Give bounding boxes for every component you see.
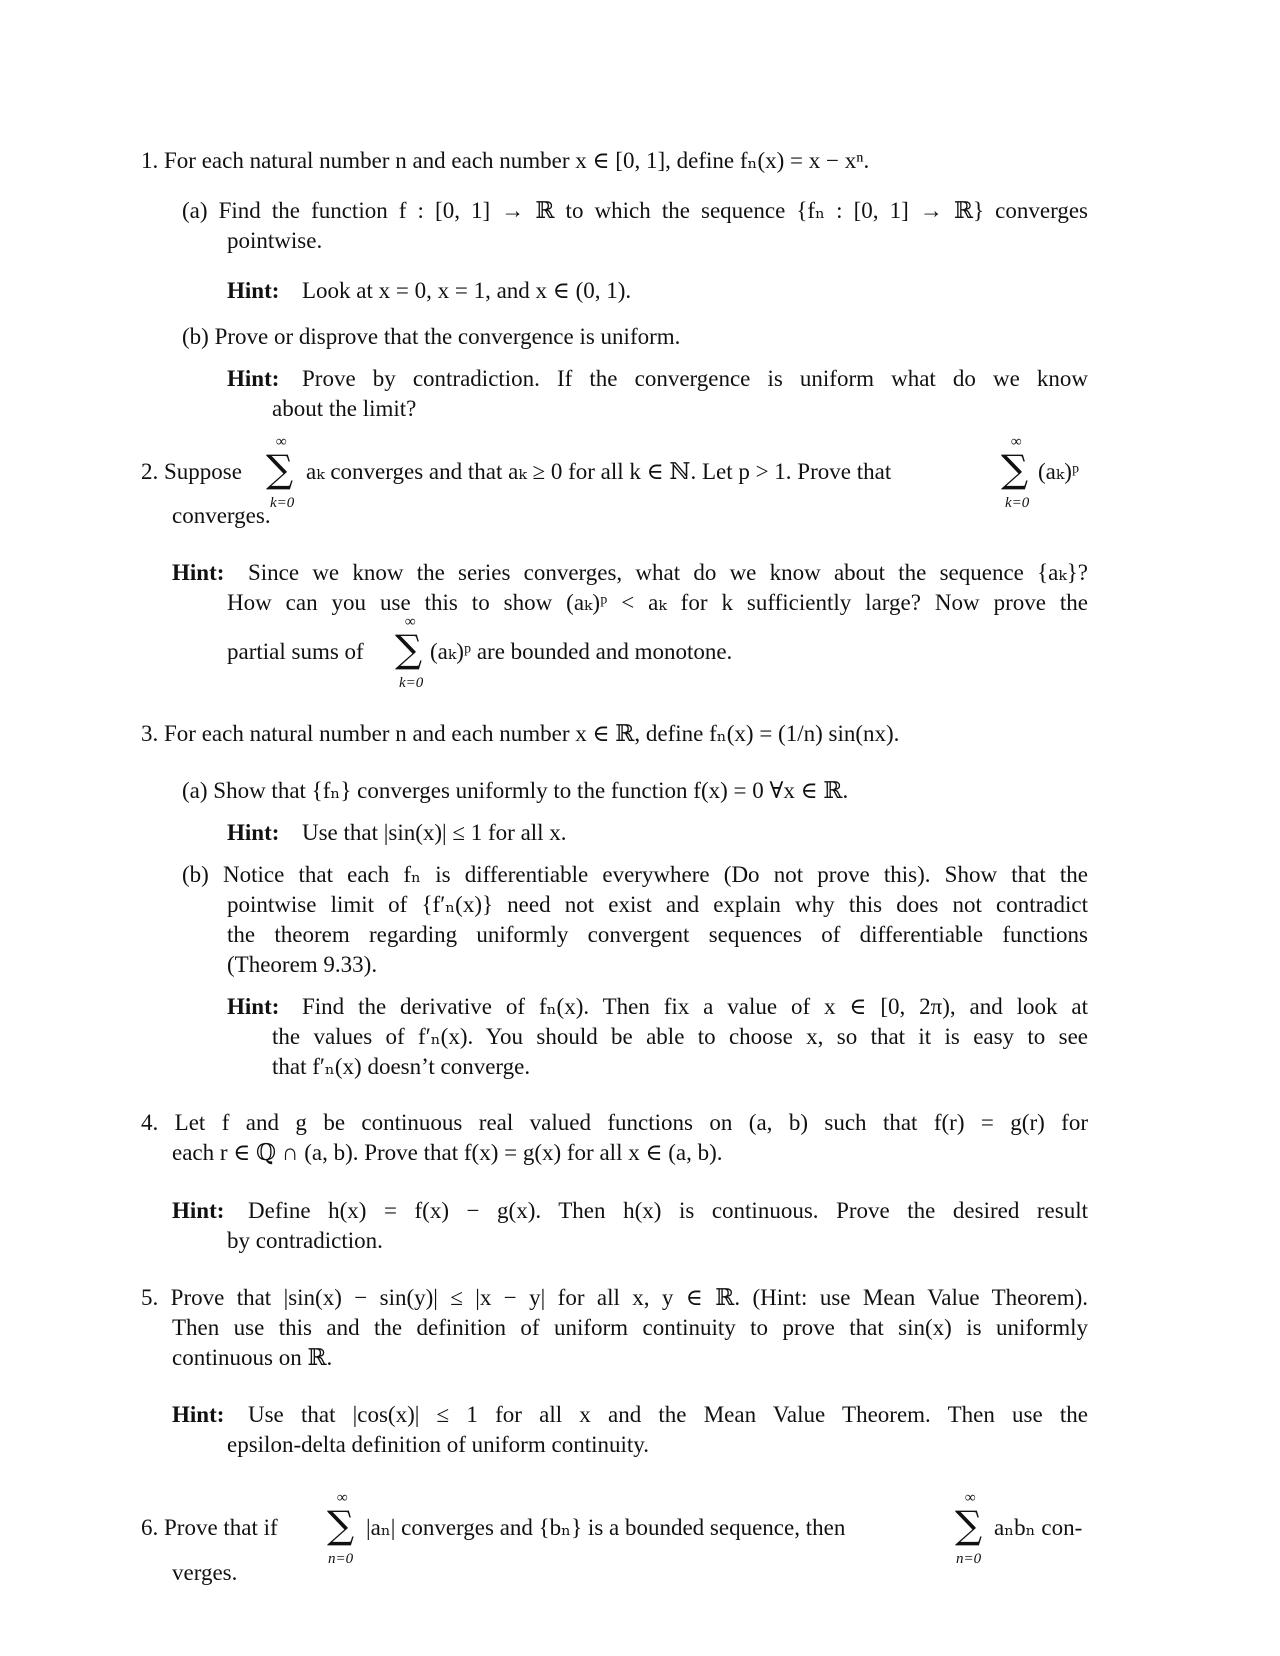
problem-2-stem-middle: aₖ converges and that aₖ ≥ 0 for all k ∈ ℕ. Let p > 1. Prove that [306, 459, 892, 484]
problem-2-sum1-lower: k=0 [270, 495, 295, 511]
problem-4-text-2: each r ∈ ℚ ∩ (a, b). Prove that f(x) = g(x) for all x ∈ (a, b). [172, 1140, 723, 1165]
problem-4-hint: Define h(x) = f(x) − g(x). Then h(x) is continuous. Prove the desired result [248, 1198, 1088, 1223]
problem-5-hint: Use that |cos(x)| ≤ 1 for all x and the Mean Value Theorem. Then use the [248, 1402, 1088, 1427]
problem-5-text-3: continuous on ℝ. [172, 1345, 333, 1370]
problem-2-sum2-upper: ∞ [1011, 434, 1022, 450]
problem-2-stem-start: 2. Suppose [141, 459, 242, 484]
problem-1a-hint-label: Hint: [227, 278, 280, 303]
sum-icon: ∑ [955, 1503, 983, 1547]
problem-2-sum3-upper: ∞ [405, 614, 416, 630]
problem-2-hint-line3-start: partial sums of [227, 639, 364, 664]
problem-5-text-2: Then use this and the definition of uniform continuity to prove that sin(x) is uniformly [172, 1315, 1088, 1340]
problem-1a-text-cont: pointwise. [227, 228, 323, 253]
problem-4-hint-label: Hint: [172, 1198, 225, 1223]
problem-3a-hint: Use that |sin(x)| ≤ 1 for all x. [302, 820, 567, 845]
problem-3b-hint-3: that f′ₙ(x) doesn’t converge. [272, 1054, 531, 1079]
problem-3b-hint-2: the values of f′ₙ(x). You should be able to choose x, so that it is easy to see [272, 1024, 1088, 1049]
sum-icon: ∑ [327, 1503, 355, 1547]
problem-1b-text: (b) Prove or disprove that the convergence is uniform. [182, 324, 681, 349]
problem-2-sum1-upper: ∞ [276, 434, 287, 450]
problem-5-hint-label: Hint: [172, 1402, 225, 1427]
problem-3b-text-4: (Theorem 9.33). [227, 952, 378, 977]
problem-1-stem: 1. For each natural number n and each number x ∈ [0, 1], define fₙ(x) = x − xⁿ. [141, 148, 870, 173]
problem-1b-hint-cont: about the limit? [272, 396, 417, 421]
problem-6-sum1-lower: n=0 [328, 1551, 354, 1567]
sum-icon: ∑ [1001, 447, 1029, 491]
problem-6-start: 6. Prove that if [141, 1515, 278, 1540]
problem-4-text: 4. Let f and g be continuous real valued functions on (a, b) such that f(r) = g(r) for [141, 1110, 1088, 1135]
problem-1b-hint-label: Hint: [227, 366, 280, 391]
problem-3b-hint: Find the derivative of fₙ(x). Then fix a value of x ∈ [0, 2π), and look at [302, 994, 1088, 1019]
problem-2-sum3-lower: k=0 [399, 675, 424, 691]
problem-1b-hint: Prove by contradiction. If the convergence is uniform what do we know [302, 366, 1088, 391]
problem-4-hint-2: by contradiction. [227, 1228, 383, 1253]
problem-2-stem-cont: converges. [172, 503, 271, 528]
problem-2-sum2-lower: k=0 [1005, 495, 1030, 511]
problem-3b-text-2: pointwise limit of {f′ₙ(x)} need not exist and explain why this does not contradict [227, 892, 1088, 917]
problem-5-text: 5. Prove that |sin(x) − sin(y)| ≤ |x − y| for all x, y ∈ ℝ. (Hint: use Mean Value Theorem). [141, 1285, 1088, 1310]
problem-3b-text-3: the theorem regarding uniformly convergent sequences of differentiable functions [227, 922, 1088, 947]
problem-6-end: aₙbₙ con- [994, 1515, 1083, 1540]
problem-6-sum2-upper: ∞ [965, 1490, 976, 1506]
problem-6-middle: |aₙ| converges and {bₙ} is a bounded sequence, then [366, 1515, 846, 1540]
problem-3a-hint-label: Hint: [227, 820, 280, 845]
problem-2-stem-end: (aₖ)ᵖ [1038, 459, 1080, 484]
sum-icon: ∑ [266, 447, 294, 491]
problem-3-stem: 3. For each natural number n and each number x ∈ ℝ, define fₙ(x) = (1/n) sin(nx). [141, 721, 900, 746]
problem-2-hint-line3-end: (aₖ)ᵖ are bounded and monotone. [430, 639, 733, 664]
problem-6-sum1-upper: ∞ [337, 1490, 348, 1506]
problem-6-cont: verges. [172, 1560, 238, 1585]
sum-icon: ∑ [395, 627, 423, 671]
problem-1a-text: (a) Find the function f : [0, 1] → ℝ to which the sequence {fₙ : [0, 1] → ℝ} converges [182, 198, 1088, 223]
problem-2-hint: Since we know the series converges, what do we know about the sequence {aₖ}? [248, 560, 1088, 585]
problem-3b-text: (b) Notice that each fₙ is differentiable everywhere (Do not prove this). Show that the [182, 862, 1088, 887]
problem-5-hint-2: epsilon-delta definition of uniform continuity. [227, 1432, 650, 1457]
problem-3b-hint-label: Hint: [227, 994, 280, 1019]
problem-3a-text: (a) Show that {fₙ} converges uniformly to the function f(x) = 0 ∀x ∈ ℝ. [182, 778, 849, 803]
problem-1a-hint: Look at x = 0, x = 1, and x ∈ (0, 1). [302, 278, 632, 303]
problem-2-hint-label: Hint: [172, 560, 225, 585]
problem-2-hint-cont: How can you use this to show (aₖ)ᵖ < aₖ for k sufficiently large? Now prove the [227, 590, 1088, 615]
problem-6-sum2-lower: n=0 [956, 1551, 982, 1567]
